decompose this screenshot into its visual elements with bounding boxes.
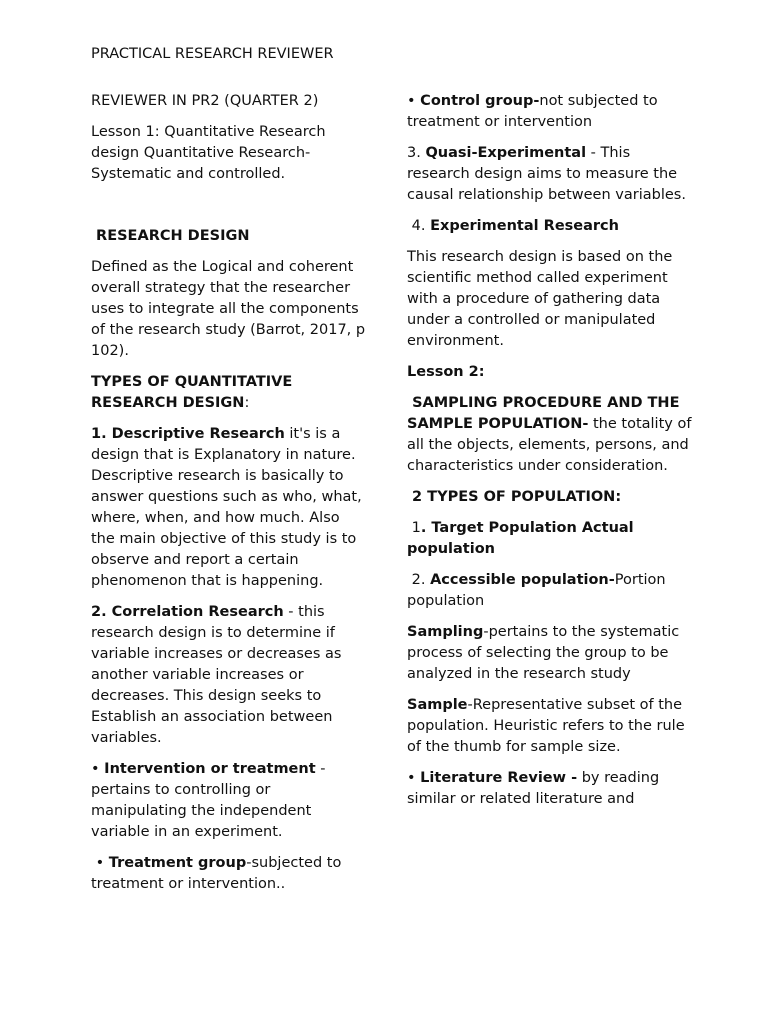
control-group-item — [407, 91, 692, 133]
quasi-number: 3. — [407, 145, 426, 161]
descriptive-research-item — [91, 424, 366, 592]
descriptive-research-text: it's is a design that is Explanatory in nature. Descriptive research is basically to answer questions such as who, what, where, when, and how much. Also the main objective of this study is to observe and report a certain phenomenon that is happening. — [91, 426, 362, 589]
accessible-number: 2. — [407, 572, 431, 588]
experimental-number: 4. — [407, 218, 431, 234]
sampling-text: -pertains to the systematic process of selecting the group to be analyzed in the research study — [407, 624, 680, 682]
sample-term: Sample — [407, 697, 468, 713]
intervention-term: Intervention or treatment — [104, 761, 316, 777]
lesson1-intro: Lesson 1: Quantitative Research design Quantitative Research- Systematic and controlled. — [91, 124, 326, 182]
target-population-term: . Target Population Actual population — [407, 520, 634, 557]
types-heading-colon: : — [244, 395, 250, 411]
treatment-group-text: -subjected to treatment or intervention.. — [91, 855, 342, 892]
population-types-heading — [407, 487, 692, 508]
research-design-definition: Defined as the Logical and coherent overall strategy that the researcher uses to integrate all the components of the research study (Barrot, 2017, p 102). — [91, 259, 366, 359]
sampling-procedure-term: SAMPLING PROCEDURE AND THE SAMPLE POPULATION- — [407, 395, 685, 432]
right-column — [407, 91, 692, 820]
population-types-heading-text: 2 TYPES OF POPULATION: — [407, 489, 622, 505]
experimental-research-heading — [407, 216, 692, 237]
sampling-item — [407, 622, 692, 685]
experimental-research-text: This research design is based on the scientific method called experiment with a procedure of gathering data under a controlled or manipulated environment. — [407, 249, 673, 349]
intervention-bullet: • — [91, 761, 105, 777]
target-population-item — [407, 518, 692, 560]
sample-text: -Representative subset of the population. Heuristic refers to the rule of the thumb for sample size. — [407, 697, 685, 755]
sampling-procedure-item — [407, 393, 692, 477]
literature-review-item — [407, 768, 692, 810]
sampling-term: Sampling — [407, 624, 484, 640]
correlation-research-text: - this research design is to determine if variable increases or decreases as another variable increases or decreases. This design seeks to Establish an association between variables. — [91, 604, 342, 746]
control-group-text: not subjected to treatment or intervention — [407, 93, 658, 130]
treatment-bullet: • — [91, 855, 109, 871]
descriptive-research-term: 1. Descriptive Research — [91, 426, 285, 442]
intervention-item — [91, 759, 366, 843]
literature-review-text: by reading similar or related literature and — [407, 770, 660, 807]
types-heading — [91, 372, 366, 414]
correlation-research-term: 2. Correlation Research — [91, 604, 284, 620]
intervention-text: - pertains to controlling or manipulating the independent variable in an experiment. — [91, 761, 326, 840]
quasi-experimental-term: Quasi-Experimental — [425, 145, 587, 161]
correlation-research-item — [91, 602, 366, 749]
control-group-term: Control group- — [420, 93, 540, 109]
reviewer-heading: REVIEWER IN PR2 (QUARTER 2) — [91, 93, 319, 109]
accessible-population-term: Accessible population- — [430, 572, 615, 588]
quasi-experimental-item — [407, 143, 692, 206]
treatment-group-term: Treatment group — [108, 855, 247, 871]
control-bullet: • — [407, 93, 421, 109]
sampling-procedure-text: the totality of all the objects, elements, persons, and characteristics under consideration. — [407, 416, 692, 474]
experimental-research-term: Experimental Research — [430, 218, 619, 234]
treatment-group-item — [91, 853, 366, 895]
accessible-population-text: Portion population — [407, 572, 666, 609]
research-design-heading-text: RESEARCH DESIGN — [91, 228, 250, 244]
document-title: PRACTICAL RESEARCH REVIEWER — [91, 46, 334, 62]
literature-bullet: • — [407, 770, 421, 786]
accessible-population-item — [407, 570, 692, 612]
left-column — [91, 91, 366, 905]
lesson2-text: Lesson 2: — [407, 364, 485, 380]
types-heading-text: TYPES OF QUANTITATIVE RESEARCH DESIGN — [91, 374, 293, 411]
sample-item — [407, 695, 692, 758]
quasi-experimental-text: - This research design aims to measure the causal relationship between variables. — [407, 145, 686, 203]
research-design-heading — [91, 226, 366, 247]
lesson2-heading — [407, 362, 692, 383]
literature-review-term: Literature Review - — [420, 770, 578, 786]
target-number: 1 — [407, 520, 421, 536]
